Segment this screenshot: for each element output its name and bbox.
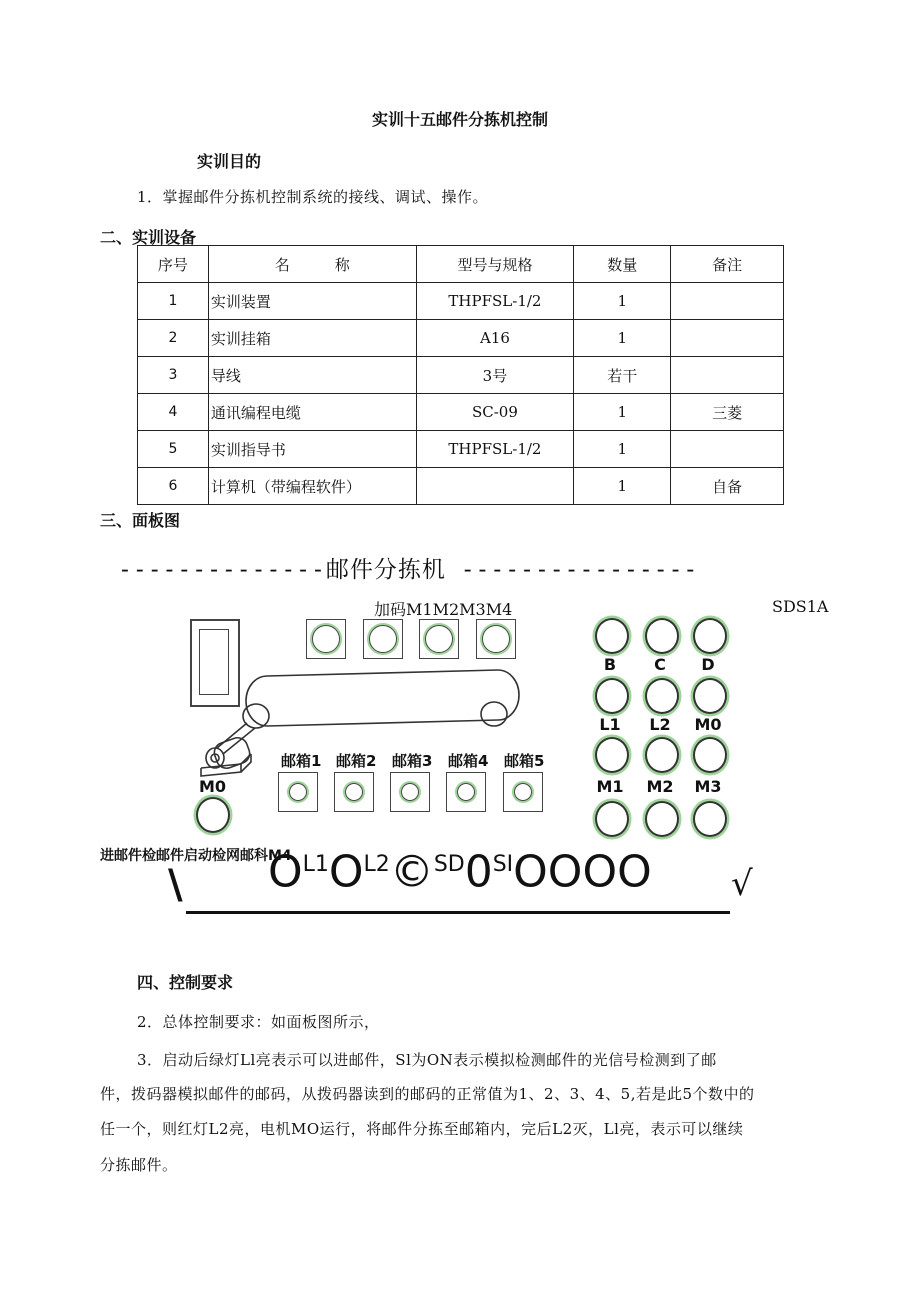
symbol-tail: OOOO bbox=[513, 846, 652, 898]
motor-label: M0 bbox=[199, 777, 227, 796]
cell-name: 实训指导书 bbox=[208, 431, 416, 468]
motor-m0-lamp bbox=[196, 797, 230, 833]
requirement-2: 2．总体控制要求：如面板图所示， bbox=[137, 1013, 380, 1031]
terminal-d-top[interactable] bbox=[693, 618, 727, 654]
mailbox-4-label: 邮箱4 bbox=[448, 752, 489, 770]
cell-model: A16 bbox=[416, 320, 574, 357]
table-row bbox=[138, 357, 784, 394]
cell-note bbox=[671, 357, 784, 394]
right-mark: √ bbox=[731, 864, 753, 904]
cell-name: 通讯编程电缆 bbox=[208, 394, 416, 431]
cell-qty: 1 bbox=[574, 283, 671, 320]
section-requirements-heading: 四、控制要求 bbox=[137, 973, 234, 992]
cell-note: 自备 bbox=[671, 468, 784, 505]
cell-no: 3 bbox=[138, 357, 209, 394]
requirement-3-line-3: 任一个，则红灯L2亮，电机MO运行，将邮件分拣至邮箱内，完后L2灭，Ll亮，表示可以继续 bbox=[100, 1120, 744, 1138]
control-row-label: 进邮件检邮件启动检网邮科M4 bbox=[100, 848, 292, 864]
mailbox-1-label: 邮箱1 bbox=[281, 752, 322, 770]
terminal-b-top[interactable] bbox=[595, 618, 629, 654]
cell-qty: 1 bbox=[574, 320, 671, 357]
left-roller-icon bbox=[243, 704, 269, 728]
purpose-item-1: 1．掌握邮件分拣机控制系统的接线、调试、操作。 bbox=[137, 188, 489, 206]
cell-model: SC-09 bbox=[416, 394, 574, 431]
right-roller-icon bbox=[481, 702, 507, 726]
table-row bbox=[138, 320, 784, 357]
cell-qty: 若干 bbox=[574, 357, 671, 394]
control-row-symbols bbox=[268, 841, 652, 897]
section-equipment-heading: 二、实训设备 bbox=[100, 228, 197, 247]
section-purpose-heading: 实训目的 bbox=[197, 152, 262, 171]
switch-knob bbox=[369, 625, 397, 653]
symbol-si: SI bbox=[492, 852, 514, 877]
left-mark: \ bbox=[168, 862, 183, 908]
document-title: 实训十五邮件分拣机控制 bbox=[371, 110, 548, 129]
mailbox-3-indicator bbox=[390, 772, 430, 812]
code-switch-m2[interactable] bbox=[363, 619, 403, 659]
belt-top bbox=[267, 670, 498, 676]
indicator-lamp bbox=[401, 783, 419, 801]
cell-name: 实训装置 bbox=[208, 283, 416, 320]
symbol-l1: L1 bbox=[302, 852, 329, 877]
switch-knob bbox=[425, 625, 453, 653]
terminal-label-l2: L2 bbox=[649, 715, 671, 734]
mailbox-3-label: 邮箱3 bbox=[392, 752, 433, 770]
symbol-zero: 0 bbox=[464, 846, 493, 898]
terminal-bottom-2[interactable] bbox=[645, 801, 679, 837]
cell-name: 导线 bbox=[208, 357, 416, 394]
equipment-table bbox=[137, 245, 784, 505]
terminal-label-c: C bbox=[654, 655, 666, 674]
panel-banner: --------------邮件分拣机 ---------------- bbox=[118, 557, 699, 583]
cell-name: 计算机（带编程软件） bbox=[208, 468, 416, 505]
belt-bottom bbox=[267, 720, 498, 726]
mailbox-4-indicator bbox=[446, 772, 486, 812]
terminal-bottom-1[interactable] bbox=[595, 801, 629, 837]
table-header-row bbox=[138, 246, 784, 283]
terminal-label-l1: L1 bbox=[599, 715, 621, 734]
cell-model: THPFSL-1/2 bbox=[416, 431, 574, 468]
terminal-label-m0: M0 bbox=[694, 715, 722, 734]
mailbox-2-indicator bbox=[334, 772, 374, 812]
mailbox-1-indicator bbox=[278, 772, 318, 812]
mailbox-2-label: 邮箱2 bbox=[336, 752, 377, 770]
requirement-3-line-4: 分拣邮件。 bbox=[100, 1156, 178, 1174]
table-row bbox=[138, 394, 784, 431]
code-switch-label: 加码M1M2M3M4 bbox=[374, 600, 513, 619]
terminal-label-m3: M3 bbox=[694, 777, 722, 796]
terminal-c-top[interactable] bbox=[645, 618, 679, 654]
symbol-o2: O bbox=[328, 846, 364, 898]
requirement-3-line-1: 3．启动后绿灯Ll亮表示可以进邮件，Sl为ON表示模拟检测邮件的光信号检测到了邮 bbox=[137, 1051, 717, 1069]
cell-note: 三菱 bbox=[671, 394, 784, 431]
requirement-3-line-2: 件，拨码器模拟邮件的邮码，从拨码器读到的邮码的正常值为1、2、3、4、5,若是此5个数中的 bbox=[100, 1085, 755, 1103]
indicator-lamp bbox=[514, 783, 532, 801]
cell-name: 实训挂箱 bbox=[208, 320, 416, 357]
symbol-copyright: © bbox=[389, 846, 434, 898]
cell-no: 1 bbox=[138, 283, 209, 320]
cell-no: 2 bbox=[138, 320, 209, 357]
terminal-m2-top[interactable] bbox=[645, 737, 679, 773]
panel-bottom-line bbox=[186, 911, 730, 914]
cell-no: 4 bbox=[138, 394, 209, 431]
cell-qty: 1 bbox=[574, 431, 671, 468]
terminal-m1-top[interactable] bbox=[595, 737, 629, 773]
cell-model: 3号 bbox=[416, 357, 574, 394]
header-no: 序号 bbox=[138, 246, 209, 283]
code-switch-m4[interactable] bbox=[476, 619, 516, 659]
indicator-lamp bbox=[457, 783, 475, 801]
cell-model: THPFSL-1/2 bbox=[416, 283, 574, 320]
indicator-lamp bbox=[345, 783, 363, 801]
mailbox-5-label: 邮箱5 bbox=[504, 752, 545, 770]
symbol-sd: SD bbox=[433, 852, 465, 877]
sds-label: SDS1A bbox=[772, 597, 829, 616]
table-row bbox=[138, 468, 784, 505]
belt-left-curve bbox=[246, 676, 267, 726]
table-row bbox=[138, 431, 784, 468]
mailbox-5-indicator bbox=[503, 772, 543, 812]
cell-no: 5 bbox=[138, 431, 209, 468]
table-row bbox=[138, 283, 784, 320]
terminal-m0-top[interactable] bbox=[693, 678, 727, 714]
cell-note bbox=[671, 431, 784, 468]
symbol-l2: L2 bbox=[363, 852, 390, 877]
terminal-m3-top[interactable] bbox=[693, 737, 727, 773]
cell-qty: 1 bbox=[574, 468, 671, 505]
header-note: 备注 bbox=[671, 246, 784, 283]
cell-note bbox=[671, 283, 784, 320]
terminal-l2-top[interactable] bbox=[645, 678, 679, 714]
terminal-label-b: B bbox=[603, 655, 617, 674]
terminal-label-m1: M1 bbox=[596, 777, 624, 796]
terminal-label-m2: M2 bbox=[646, 777, 674, 796]
section-panel-heading: 三、面板图 bbox=[100, 511, 181, 530]
header-qty: 数量 bbox=[574, 246, 671, 283]
cell-qty: 1 bbox=[574, 394, 671, 431]
terminal-l1-top[interactable] bbox=[595, 678, 629, 714]
cell-model bbox=[416, 468, 574, 505]
symbol-o1: O bbox=[268, 846, 303, 898]
code-switch-m1[interactable] bbox=[306, 619, 346, 659]
switch-knob bbox=[312, 625, 340, 653]
indicator-lamp bbox=[289, 783, 307, 801]
code-switch-m3[interactable] bbox=[419, 619, 459, 659]
switch-knob bbox=[482, 625, 510, 653]
terminal-bottom-3[interactable] bbox=[693, 801, 727, 837]
header-name: 名 称 bbox=[208, 246, 416, 283]
cell-no: 6 bbox=[138, 468, 209, 505]
cell-note bbox=[671, 320, 784, 357]
header-model: 型号与规格 bbox=[416, 246, 574, 283]
terminal-label-d: D bbox=[701, 655, 715, 674]
belt-right-curve bbox=[498, 670, 519, 720]
